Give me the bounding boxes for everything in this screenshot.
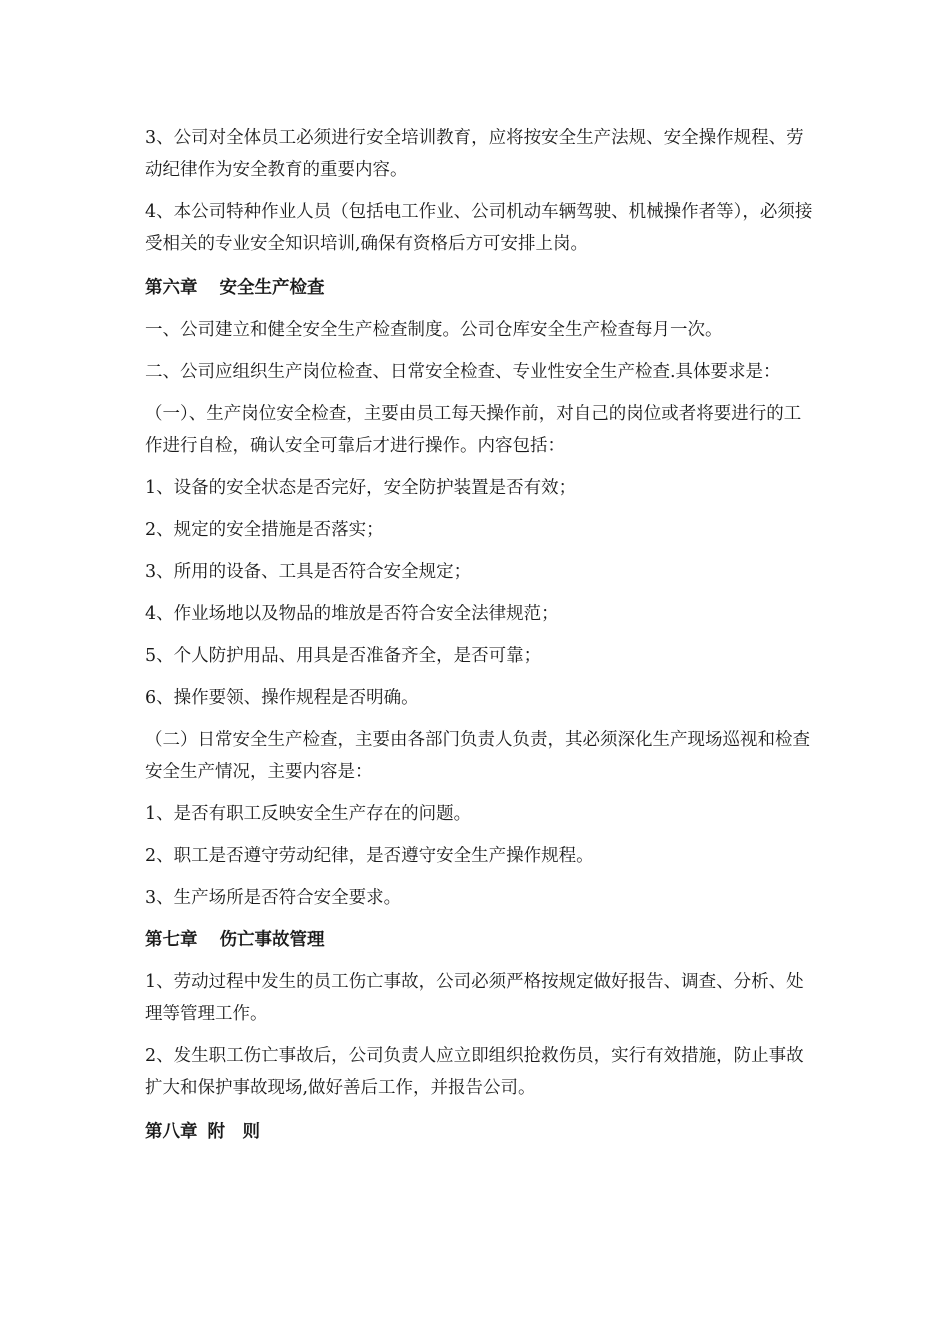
chapter-number: 第七章 [145,930,198,950]
chapter-title: 伤亡事故管理 [219,930,325,950]
list-item: 2、职工是否遵守劳动纪律，是否遵守安全生产操作规程。 [145,846,594,866]
list-item: 3、生产场所是否符合安全要求。 [145,888,402,908]
paragraph: 2、发生职工伤亡事故后，公司负责人应立即组织抢救伤员，实行有效措施，防止事故扩大和保护事故现场,做好善后工作，并报告公司。 [145,1046,804,1098]
list-item: 3、所用的设备、工具是否符合安全规定； [145,562,472,582]
chapter-number: 第六章 [145,278,198,298]
list-item: 1、是否有职工反映安全生产存在的问题。 [145,804,472,824]
paragraph: 3、公司对全体员工必须进行安全培训教育，应将按安全生产法规、安全操作规程、劳动纪律作为安全教育的重要内容。 [145,128,804,180]
list-item: 4、作业场地以及物品的堆放是否符合安全法律规范； [145,604,559,624]
paragraph: 一、公司建立和健全安全生产检查制度。公司仓库安全生产检查每月一次。 [145,320,723,340]
paragraph: （一）、生产岗位安全检查，主要由员工每天操作前，对自己的岗位或者将要进行的工作进行自检，确认安全可靠后才进行操作。内容包括： [145,404,802,456]
chapter-heading-7 [145,924,815,956]
chapter-title: 附 则 [207,1122,260,1142]
paragraph: （二）日常安全生产检查，主要由各部门负责人负责，其必须深化生产现场巡视和检查安全生产情况，主要内容是： [145,730,810,782]
list-item: 2、规定的安全措施是否落实； [145,520,384,540]
chapter-heading-8 [145,1116,815,1148]
paragraph: 1、劳动过程中发生的员工伤亡事故，公司必须严格按规定做好报告、调查、分析、处理等管理工作。 [145,972,804,1024]
list-item: 5、个人防护用品、用具是否准备齐全，是否可靠； [145,646,542,666]
list-item: 6、操作要领、操作规程是否明确。 [145,688,419,708]
chapter-heading-6 [145,272,815,304]
list-item: 1、设备的安全状态是否完好，安全防护装置是否有效； [145,478,577,498]
chapter-number: 第八章 [145,1122,198,1142]
document-body [145,122,815,1158]
paragraph: 4、本公司特种作业人员（包括电工作业、公司机动车辆驾驶、机械操作者等），必须接受相关的专业安全知识培训,确保有资格后方可安排上岗。 [145,202,813,254]
paragraph: 二、公司应组织生产岗位检查、日常安全检查、专业性安全生产检查.具体要求是： [145,362,781,382]
chapter-title: 安全生产检查 [219,278,325,298]
